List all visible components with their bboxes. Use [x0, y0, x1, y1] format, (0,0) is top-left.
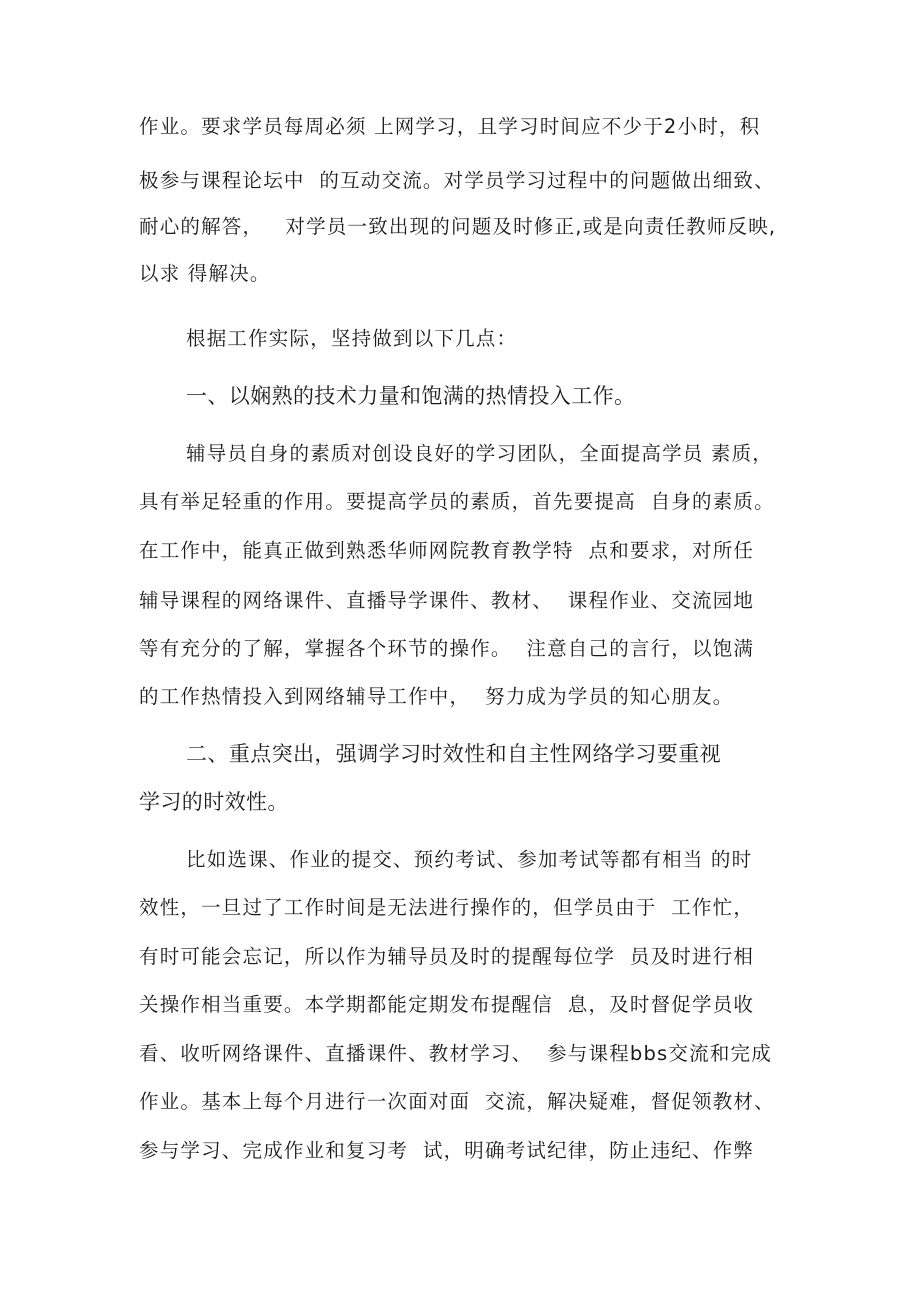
text-line-17: 有时可能会忘记，所以作为辅导员及时的提醒每位学 员及时进行相 — [139, 945, 755, 968]
section-heading-2: 二、重点突出，强调学习时效性和自主性网络学习要重视 — [186, 742, 721, 766]
text-line-8: 具有举足轻重的作用。要提高学员的素质，首先要提高 自身的素质。 — [139, 490, 775, 513]
text-line-15: 比如选课、作业的提交、预约考试、参加考试等都有相当 的时 — [186, 848, 753, 871]
intro-line: 根据工作实际，坚持做到以下几点： — [186, 327, 518, 350]
text-line-11: 等有充分的了解，掌握各个环节的操作。 注意自己的言行，以饱满 — [139, 637, 755, 660]
text-line-9: 在工作中，能真正做到熟悉华师网院教育教学特 点和要求，对所任 — [139, 539, 755, 562]
section-heading-2-cont: 学习的时效性。 — [139, 790, 289, 814]
text-line-21: 参与学习、完成作业和复习考 试，明确考试纪律，防止违纪、作弊 — [139, 1139, 755, 1162]
text-line-10: 辅导课程的网络课件、直播导学课件、教材、 课程作业、交流园地 — [139, 589, 755, 612]
text-line-20: 作业。基本上每个月进行一次面对面 交流，解决疑难，督促领教材、 — [139, 1090, 775, 1113]
text-line-3: 耐心的解答， 对学员一致出现的问题及时修正,或是向责任教师反映, — [139, 215, 777, 238]
text-line-18: 关操作相当重要。本学期都能定期发布提醒信 息，及时督促学员收 — [139, 993, 755, 1016]
text-line-12: 的工作热情投入到网络辅导工作中， 努力成为学员的知心朋友。 — [139, 685, 734, 708]
section-heading-1: 一、以娴熟的技术力量和饱满的热情投入工作。 — [186, 384, 636, 408]
text-line-1: 作业。要求学员每周必须 上网学习，且学习时间应不少于2小时，积 — [139, 115, 761, 138]
text-line-7: 辅导员自身的素质对创设良好的学习团队，全面提高学员 素质， — [186, 442, 773, 465]
text-line-19: 看、收听网络课件、直播课件、教材学习、 参与课程bbs交流和完成 — [139, 1042, 772, 1065]
text-line-16: 效性，一旦过了工作时间是无法进行操作的，但学员由于 工作忙， — [139, 896, 755, 919]
text-line-4: 以求 得解决。 — [139, 262, 271, 285]
text-line-2: 极参与课程论坛中 的互动交流。对学员学习过程中的问题做出细致、 — [139, 169, 775, 192]
